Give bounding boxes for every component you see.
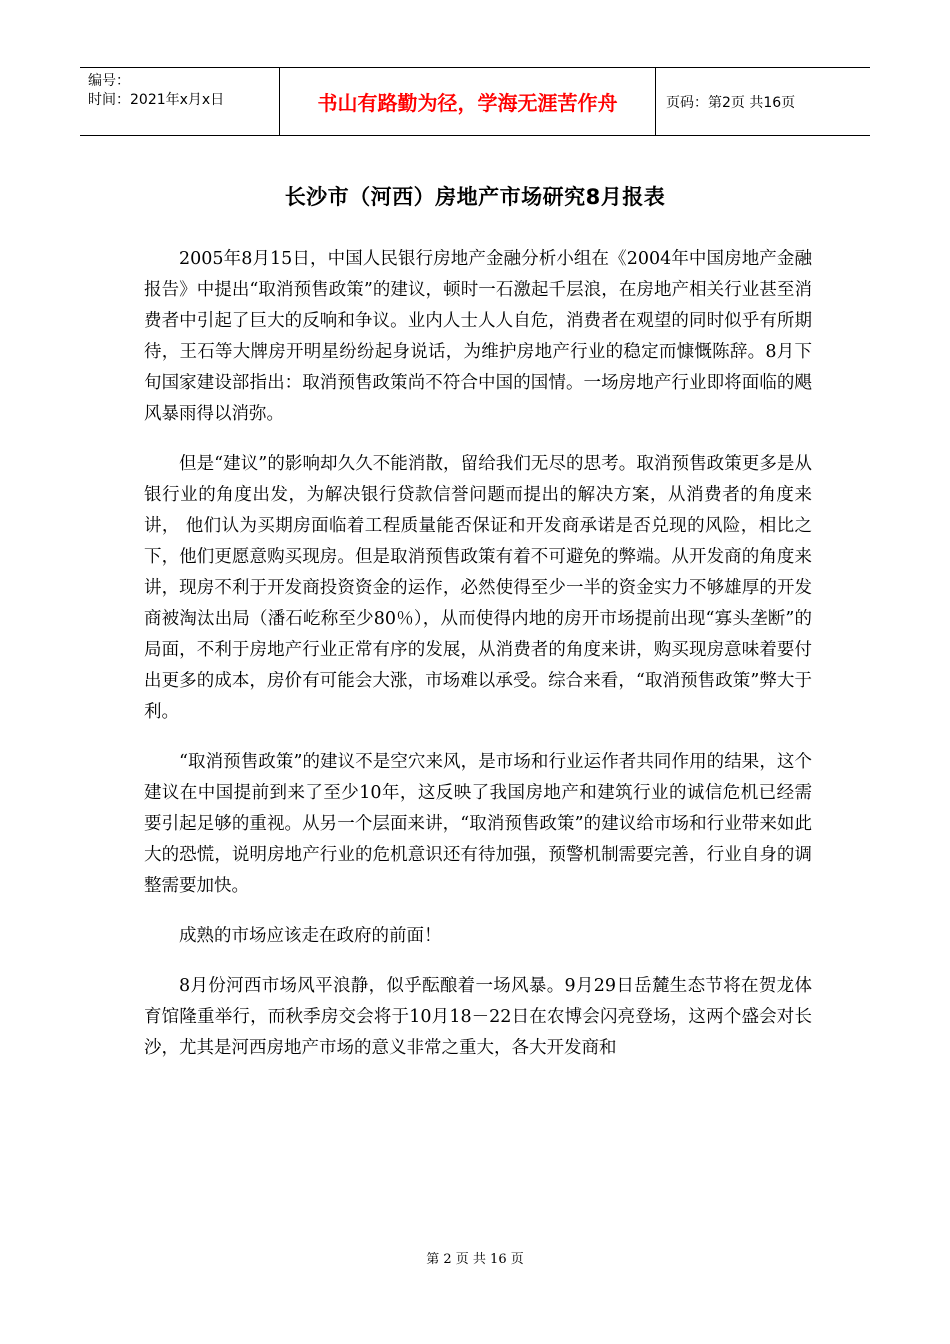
page-footer: 第 2 页 共 16 页 — [426, 1252, 524, 1267]
document-title: 长沙市（河西）房地产市场研究8月报表 — [284, 185, 666, 209]
paragraph: “取消预售政策”的建议不是空穴来风，是市场和行业运作者共同作用的结果，这个建议在中国提前到来了至少10年，这反映了我国房地产和建筑行业的诚信危机已经需要引起足够的重视。从另一个层面来讲，“取消预售政策”的建议给市场和行业带来如此大的恐慌，说明房地产行业的危机意识还有待加强，预警机制需要完善，行业自身的调整需要加快。 — [144, 752, 812, 896]
document-body — [144, 244, 812, 1083]
paragraph: 但是“建议”的影响却久久不能消散，留给我们无尽的思考。取消预售政策更多是从银行业的角度出发，为解决银行贷款信誉问题而提出的解决方案，从消费者的角度来讲， 他们认为买期房面临着工程质量能否保证和开发商承诺是否兑现的风险，相比之下，他们更愿意购买现房。但是取消预售政策有着不可避免的弊端。从开发商的角度来讲，现房不利于开发商投资资金的运作，必然使得至少一半的资金实力不够雄厚的开发商被淘汰出局（潘石屹称至少80％），从而使得内地的房开市场提前出现“寡头垄断”的局面，不利于房地产行业正常有序的发展，从消费者的角度来讲，购买现房意味着要付出更多的成本，房价有可能会大涨，市场难以承受。综合来看，“取消预售政策”弊大于利。 — [144, 454, 812, 722]
document-number-label: 编号： — [88, 73, 130, 89]
paragraph: 2005年8月15日，中国人民银行房地产金融分析小组在《2004年中国房地产金融报告》中提出“取消预售政策”的建议，顿时一石激起千层浪，在房地产相关行业甚至消费者中引起了巨大的反响和争议。业内人士人人自危，消费者在观望的同时似乎有所期待，王石等大牌房开明星纷纷起身说话，为维护房地产行业的稳定而慷慨陈辞。8月下旬国家建设部指出：取消预售政策尚不符合中国的国情。一场房地产行业即将面临的飓风暴雨得以消弥。 — [144, 249, 812, 424]
header-page-info: 页码：第2页 共16页 — [666, 94, 796, 111]
document-time-label: 时间：2021年x月x日 — [88, 92, 225, 108]
document-header — [80, 67, 870, 136]
paragraph: 8月份河西市场风平浪静，似乎酝酿着一场风暴。9月29日岳麓生态节将在贺龙体育馆隆重举行，而秋季房交会将于10月18－22日在农博会闪亮登场，这两个盛会对长沙，尤其是河西房地产市场的意义非常之重大，各大开发商和 — [144, 976, 812, 1058]
header-meta — [80, 68, 280, 135]
header-motto: 书山有路勤为径，学海无涯苦作舟 — [280, 68, 656, 135]
paragraph: 成熟的市场应该走在政府的前面！ — [179, 926, 442, 946]
